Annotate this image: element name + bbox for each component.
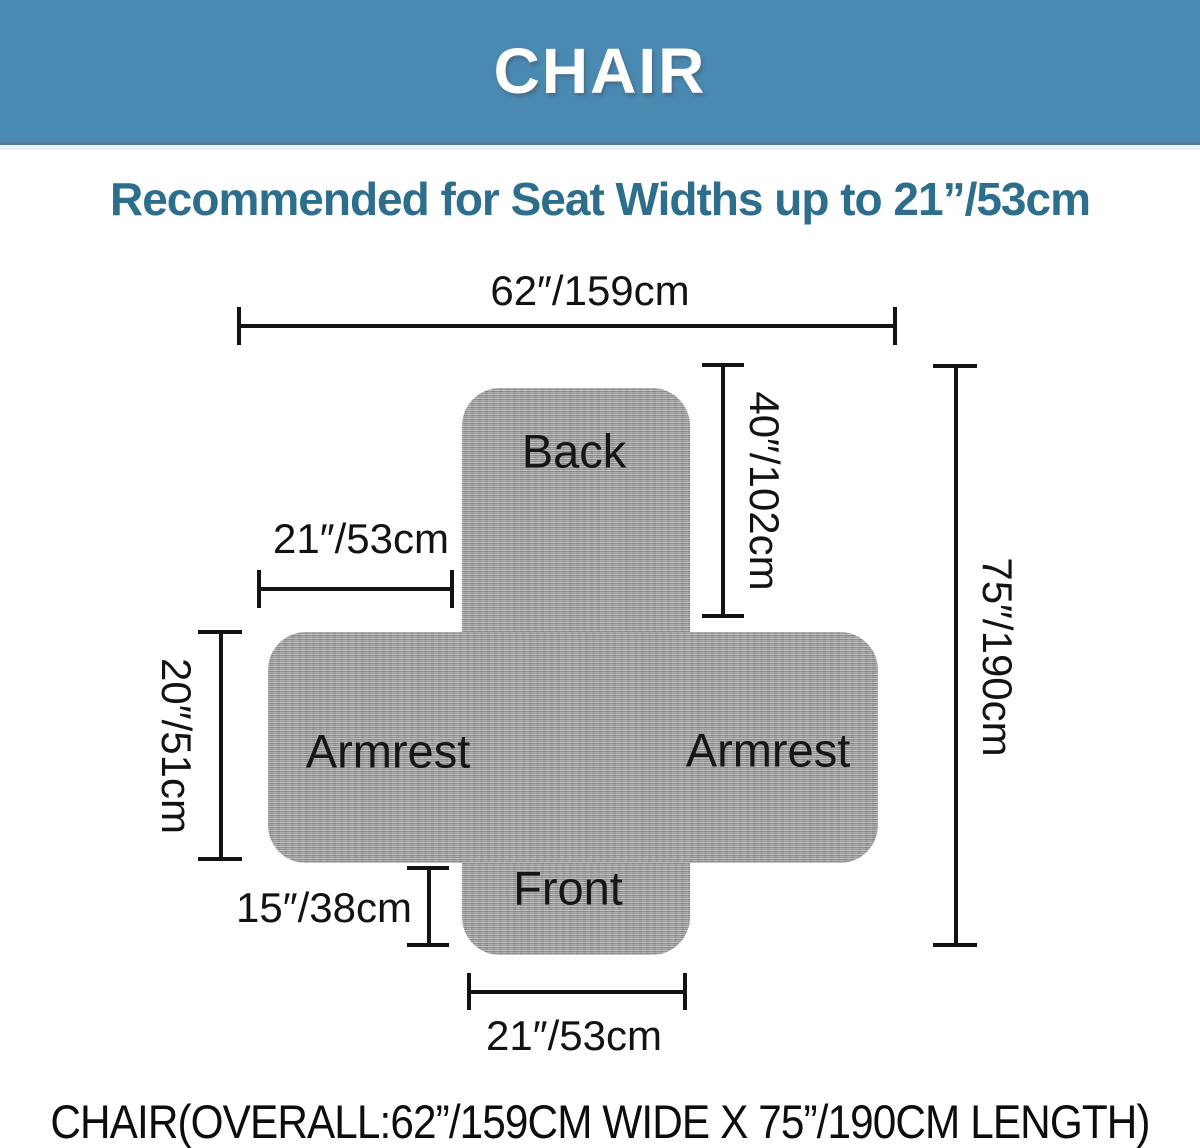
- dim-front-drop-label: 15″/38cm: [236, 884, 412, 931]
- banner-title: CHAIR: [493, 35, 707, 107]
- dim-front-drop-line: [427, 868, 431, 946]
- dim-back-height-label: 40″/102cm: [741, 391, 788, 591]
- dim-overall-length-cap-bottom: [933, 943, 977, 947]
- dim-seat-width-bottom-cap-left: [467, 973, 471, 1010]
- dim-back-height-line: [721, 365, 725, 618]
- dim-seat-width-bottom-cap-right: [683, 973, 687, 1010]
- dim-armrest-height-line: [219, 632, 223, 860]
- dim-armrest-height-label: 20″/51cm: [153, 658, 200, 834]
- header-banner: [0, 0, 1200, 145]
- panel-label-armrest-right: Armrest: [685, 723, 851, 777]
- dim-seat-width-top-line: [259, 587, 454, 591]
- dim-armrest-height-cap-top: [198, 630, 242, 634]
- dim-front-drop-cap-top: [407, 866, 449, 870]
- panel-label-back: Back: [521, 424, 627, 478]
- dim-back-height-cap-bottom: [702, 614, 744, 618]
- panel-label-front: Front: [513, 861, 623, 915]
- dim-overall-length-label: 75″/190cm: [974, 557, 1021, 757]
- dim-seat-width-bottom-line: [469, 990, 685, 994]
- dim-seat-width-top-cap-left: [257, 570, 261, 608]
- dim-overall-length-line: [954, 366, 958, 947]
- dim-overall-width-cap-left: [237, 307, 241, 345]
- dim-back-height-cap-top: [702, 363, 744, 367]
- dim-seat-width-top-label: 21″/53cm: [273, 515, 449, 562]
- panel-label-armrest-left: Armrest: [305, 724, 471, 778]
- footer-overall-size: CHAIR(OVERALL:62”/159CM WIDE X 75”/190CM LENGTH): [50, 1095, 1150, 1148]
- dim-overall-width-label: 62″/159cm: [490, 267, 690, 314]
- dim-overall-width-cap-right: [893, 307, 897, 345]
- dim-seat-width-top-cap-right: [450, 570, 454, 608]
- dim-armrest-height-cap-bottom: [198, 857, 242, 861]
- dim-front-drop-cap-bottom: [407, 943, 449, 947]
- dim-seat-width-bottom-label: 21″/53cm: [486, 1012, 662, 1059]
- dim-overall-width-line: [239, 324, 897, 328]
- subtitle-text: Recommended for Seat Widths up to 21”/53cm: [109, 173, 1091, 225]
- dim-overall-length-cap-top: [933, 364, 977, 368]
